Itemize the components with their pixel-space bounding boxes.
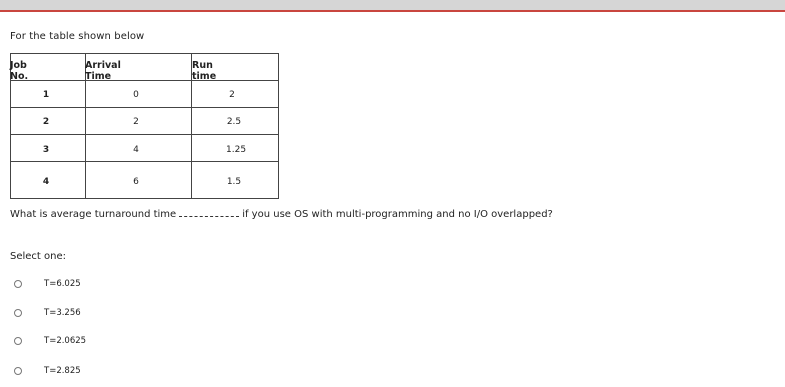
cell-job-1: 1 — [42, 90, 50, 100]
radio-button-icon[interactable] — [14, 309, 22, 317]
radio-button-icon[interactable] — [14, 337, 22, 345]
option-4[interactable] — [14, 364, 81, 378]
cell-job-3: 3 — [42, 145, 50, 155]
radio-button-icon[interactable] — [14, 367, 22, 375]
cell-arrival-3: 4 — [133, 145, 139, 155]
cell-job-2: 2 — [42, 117, 50, 127]
top-accent-line — [0, 10, 785, 12]
question-prefix: What is average turnaround time — [10, 209, 177, 220]
option-3-label[interactable]: T=2.0625 — [44, 336, 87, 346]
option-2-label[interactable]: T=3.256 — [44, 308, 81, 318]
cell-arrival-2: 2 — [133, 117, 139, 127]
answer-blank — [179, 208, 239, 217]
option-1-label[interactable]: T=6.025 — [44, 279, 81, 289]
option-2[interactable] — [14, 306, 81, 320]
option-3[interactable] — [14, 334, 86, 348]
cell-run-3: 1.25 — [226, 145, 247, 155]
cell-arrival-1: 0 — [133, 90, 139, 100]
cell-run-1: 2 — [229, 90, 235, 100]
radio-button-icon[interactable] — [14, 280, 22, 288]
option-1[interactable] — [14, 277, 81, 291]
question-text — [10, 208, 553, 220]
cell-run-4: 1.5 — [226, 177, 242, 187]
header-job-no: Job No. — [10, 60, 29, 82]
cell-arrival-4: 6 — [133, 177, 139, 187]
option-4-label[interactable]: T=2.825 — [44, 366, 81, 376]
header-arrival-time: Arrival Time — [85, 60, 121, 82]
select-one-label: Select one: — [10, 251, 67, 262]
cell-job-4: 4 — [42, 177, 50, 187]
question-suffix: if you use OS with multi-programming and no I/O overlapped? — [242, 209, 553, 220]
header-run-time: Run time — [192, 60, 217, 82]
question-intro: For the table shown below — [10, 31, 145, 42]
top-bar — [0, 0, 785, 10]
cell-run-2: 2.5 — [226, 117, 242, 127]
